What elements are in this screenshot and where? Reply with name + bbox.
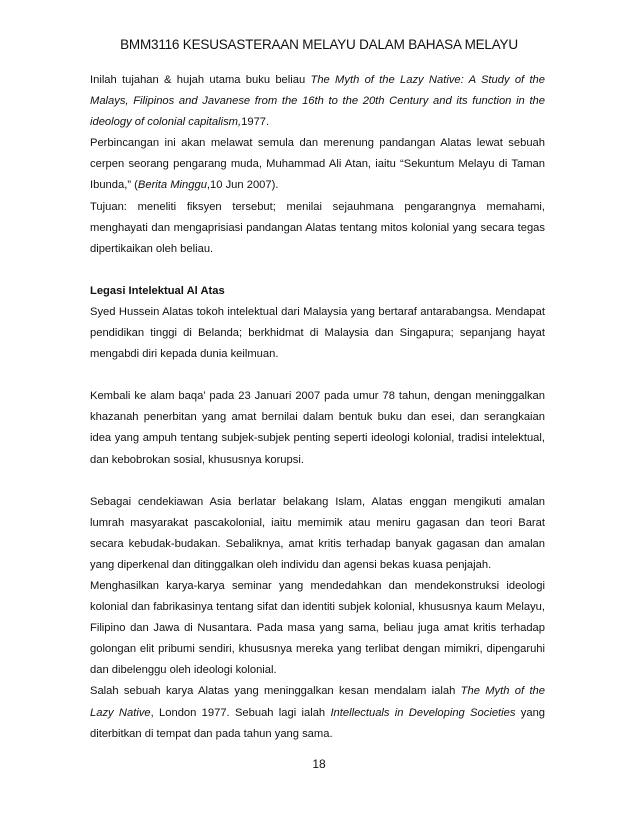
document-body (90, 70, 545, 745)
paragraph-text: , London 1977. Sebuah lagi ialah (150, 706, 331, 719)
paragraph-text: yang diterbitkan di tempat dan pada tahun yang sama. (90, 706, 546, 740)
paragraph-text: ,10 Jun 2007). (206, 179, 279, 192)
page-number: 18 (312, 757, 326, 771)
paragraph-text: Salah sebuah karya Alatas yang meninggalkan kesan mendalam ialah (90, 685, 461, 698)
paragraph-works: Menghasilkan karya-karya seminar yang mendedahkan dan mendekonstruksi ideologi kolonial dan fabrikasinya tentang sifat dan identiti subjek kolonial, khususnya kaum Melayu, Filipino dan Jawa di Nusantara. Pada masa yang sama, beliau juga amat kritis terhadap golongan elit pribumi sendiri, khususnya mereka yang terlibat dengan mimikri, dipengaruhi dan dibelenggu oleh ideologi kolonial. (90, 579, 545, 677)
section-heading: Legasi Intelektual Al Atas (90, 284, 225, 297)
paragraph-legacy: Kembali ke alam baqa’ pada 23 Januari 2007 pada umur 78 tahun, dengan meninggalkan khazanah penerbitan yang amat bernilai dalam bentuk buku dan esei, dan serangkaian idea yang ampuh tentang subjek-subjek penting seperti ideologi kolonial, tradisi intelektual, dan kebobrokan sosial, khususnya korupsi. (90, 390, 545, 466)
book-title: The Myth of the Lazy Native (90, 685, 545, 719)
paragraph-objective: Tujuan: meneliti fiksyen tersebut; menilai sejauhmana pengarangnya memahami, menghayati dan mengaprisiasi pandangan Alatas tentang mitos kolonial yang secara tegas dipertikaikan oleh beliau. (90, 200, 545, 255)
paragraph-discussion (90, 133, 545, 196)
book-title: The Myth of the Lazy Native: A Study of the Malays, Filipinos and Javanese from the 16th to the 20th Century and its function in the ideology of colonial capitalism, (90, 74, 545, 129)
paragraph-text: Perbincangan ini akan melawat semula dan merenung pandangan Alatas lewat sebuah cerpen seorang pengarang muda, Muhammad Ali Atan, iaitu “Sekuntum Melayu di Taman Ibunda,” ( (90, 137, 545, 192)
paragraph-thesis (90, 70, 545, 133)
book-title: Intellectuals in Developing Societies (330, 706, 516, 719)
newspaper-title: Berita Minggu (137, 179, 207, 192)
paragraph-biography: Syed Hussein Alatas tokoh intelektual dari Malaysia yang bertaraf antarabangsa. Mendapat pendidikan tinggi di Belanda; berkhidmat di Malaysia dan Singapura; sepanjang hayat mengabdi diri kepada dunia keilmuan. (90, 305, 545, 361)
paragraph-text: Inilah tujahan & hujah utama buku beliau (90, 74, 311, 86)
running-header: BMM3116 KESUSASTERAAN MELAYU DALAM BAHASA MELAYU (120, 37, 518, 52)
paragraph-text: 1977. (241, 116, 270, 129)
paragraph-critique: Sebagai cendekiawan Asia berlatar belakang Islam, Alatas enggan mengikuti amalan lumrah masyarakat pascakolonial, iaitu memimik atau meniru gagasan dan teori Barat secara kebudak-budakan. Sebaliknya, amat kritis terhadap banyak gagasan dan amalan yang diperkenal dan ditinggalkan oleh individu dan agensi bekas kuasa penjajah. (90, 495, 545, 571)
paragraph-publications (90, 681, 545, 744)
